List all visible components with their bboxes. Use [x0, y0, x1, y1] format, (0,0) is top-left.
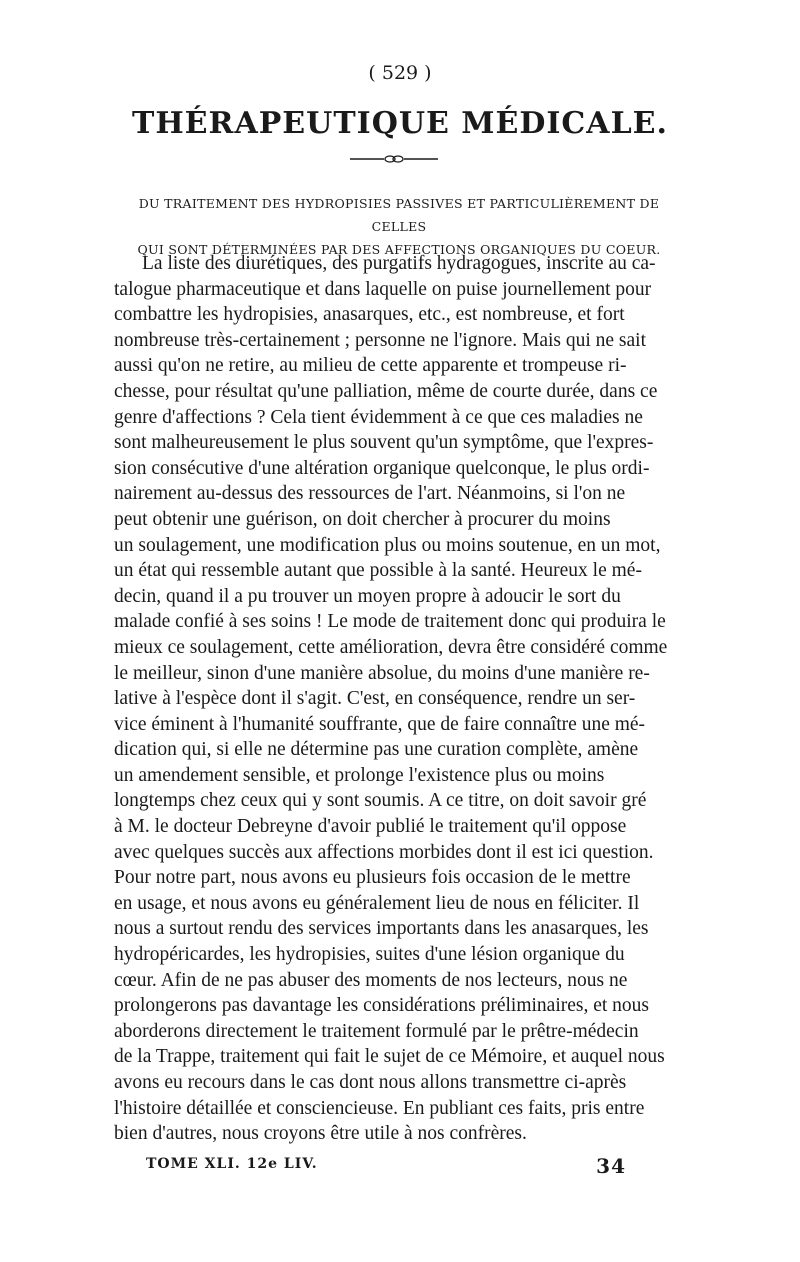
text-line: decin, quand il a pu trouver un moyen propre à adoucir le sort du	[114, 585, 621, 607]
text-line: sion consécutive d'une altération organique quelconque, le plus ordi-	[114, 457, 650, 479]
text-line: le meilleur, sinon d'une manière absolue, du moins d'une manière re-	[114, 662, 650, 684]
page-footer	[146, 1156, 626, 1180]
text-line: chesse, pour résultat qu'une palliation, même de courte durée, dans ce	[114, 380, 658, 402]
text-line: prolongerons pas davantage les considérations préliminaires, et nous	[114, 995, 650, 1017]
text-line: nous a surtout rendu des services importants dans les anasarques, les	[114, 918, 649, 940]
body-text	[114, 251, 682, 1147]
text-line: malade confié à ses soins ! Le mode de traitement donc qui produira le	[114, 611, 666, 633]
sheet-number: 34	[596, 1154, 626, 1178]
text-line: La liste des diurétiques, des purgatifs hydragogues, inscrite au ca-	[142, 253, 656, 274]
text-line: longtemps chez ceux qui y sont soumis. A ce titre, on doit savoir gré	[114, 790, 647, 812]
text-line: aborderons directement le traitement formulé par le prêtre-médecin	[114, 1020, 639, 1042]
text-line: vice éminent à l'humanité souffrante, que de faire connaître une mé-	[114, 713, 646, 735]
text-line: talogue pharmaceutique et dans laquelle on puise journellement pour	[114, 278, 652, 300]
text-line: de la Trappe, traitement qui fait le sujet de ce Mémoire, et auquel nous	[114, 1046, 665, 1068]
text-line: un amendement sensible, et prolonge l'existence plus ou moins	[114, 764, 605, 786]
signature-mark: TOME XLI. 12e LIV.	[146, 1156, 318, 1172]
text-line: avons eu recours dans le cas dont nous allons transmettre ci-après	[114, 1072, 627, 1093]
text-line: bien d'autres, nous croyons être utile à nos confrères.	[114, 1123, 527, 1145]
text-line: en usage, et nous avons eu généralement lieu de nous en féliciter. Il	[114, 892, 640, 914]
text-line: cœur. Afin de ne pas abuser des moments de nos lecteurs, nous ne	[114, 969, 628, 991]
article-title-line: DU TRAITEMENT DES HYDROPISIES PASSIVES ET PARTICULIÈREMENT DE CELLES	[138, 196, 660, 234]
text-line: hydropéricardes, les hydropisies, suites d'une lésion organique du	[114, 944, 625, 966]
text-line: combattre les hydropisies, anasarques, etc., est nombreuse, et fort	[114, 304, 625, 326]
text-line: l'histoire détaillée et consciencieuse. En publiant ces faits, pris entre	[114, 1097, 645, 1119]
text-line: un état qui ressemble autant que possible à la santé. Heureux le mé-	[114, 560, 642, 582]
text-line: avec quelques succès aux affections morbides dont il est ici question.	[114, 841, 654, 863]
text-line: genre d'affections ? Cela tient évidemment à ce que ces maladies ne	[114, 406, 643, 428]
article-title-line: QUI SONT DÉTERMINÉES PAR DES AFFECTIONS ORGANIQUES DU COEUR.	[137, 242, 661, 257]
text-line: dication qui, si elle ne détermine pas une curation complète, amène	[114, 739, 639, 761]
text-line: Pour notre part, nous avons eu plusieurs fois occasion de le mettre	[114, 867, 631, 889]
text-line: un soulagement, une modification plus ou moins soutenue, en un mot,	[114, 534, 661, 556]
text-line: à M. le docteur Debreyne d'avoir publié le traitement qu'il oppose	[114, 816, 627, 838]
text-line: lative à l'espèce dont il s'agit. C'est, en conséquence, rendre un ser-	[114, 688, 636, 710]
text-line: sont malheureusement le plus souvent qu'un symptôme, que l'expres-	[114, 432, 654, 454]
text-line: aussi qu'on ne retire, au milieu de cette apparente et trompeuse ri-	[114, 355, 627, 377]
text-line: peut obtenir une guérison, on doit chercher à procurer du moins	[114, 508, 611, 530]
text-line: nairement au-dessus des ressources de l'art. Néanmoins, si l'on ne	[114, 483, 626, 505]
section-title: THÉRAPEUTIQUE MÉDICALE.	[132, 106, 668, 141]
divider-ornament-icon	[350, 154, 438, 164]
page-number: ( 529 )	[368, 62, 432, 84]
text-line: nombreuse très-certainement ; personne ne l'ignore. Mais qui ne sait	[114, 329, 647, 351]
text-line: mieux ce soulagement, cette amélioration, devra être considéré comme	[114, 636, 668, 658]
